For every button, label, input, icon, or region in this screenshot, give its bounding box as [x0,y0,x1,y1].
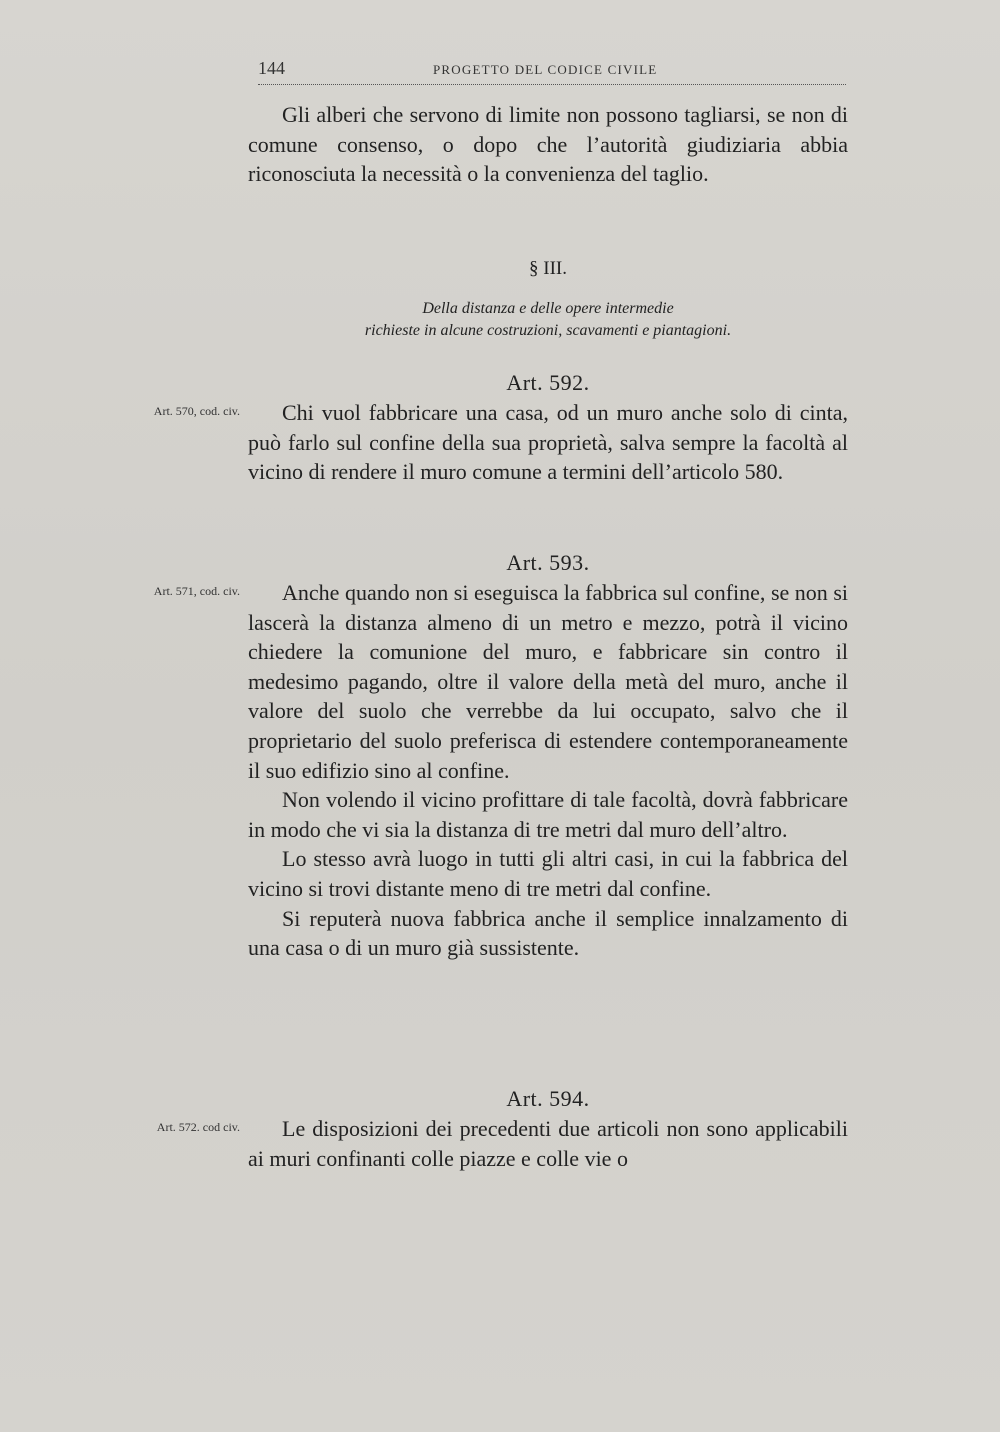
header-rule [258,84,846,85]
section-mark: § III. [529,258,567,279]
intro-paragraph: Gli alberi che servono di limite non possono tagliarsi, se non di comune consenso, o dopo che l’autorità giudiziaria abbia riconosciuta la necessità o la convenienza del taglio. [248,102,848,187]
intro-text [248,100,848,189]
article-593-paragraph-3: Lo stesso avrà luogo in tutti gli altri casi, in cui la fabbrica del vicino si trovi distante meno di tre metri dal confine. [248,846,848,901]
article-593-body [248,578,848,963]
article-592-paragraph-1: Chi vuol fabbricare una casa, od un muro anche solo di cinta, può farlo sul confine della sua proprietà, salva sempre la facoltà al vicino di rendere il muro comune a termini dell’articolo 580. [248,400,848,485]
section-title-line-2: richieste in alcune costruzioni, scavamenti e piantagioni. [364,322,732,339]
section-title [248,298,848,342]
page-number: 144 [258,58,285,78]
article-593-heading: Art. 593. [506,550,590,575]
page-header [258,58,846,86]
article-592-margin-note: Art. 570, cod. civ. [153,404,240,418]
section-title-line-1: Della distanza e delle opere intermedie [422,300,674,317]
article-593-margin-note: Art. 571, cod. civ. [153,584,240,598]
article-593-paragraph-1: Anche quando non si eseguisca la fabbrica sul confine, se non si lascerà la distanza almeno di un metro e mezzo, potrà il vicino chiedere la comunione del muro, e fabbricare sin contro il medesimo pagando, oltre il valore della metà del muro, anche il valore del suolo che verrebbe da lui occupato, salvo che il proprietario del suolo preferisca di estendere contemporaneamente il suo edifizio sino al confine. [248,580,848,783]
article-593-paragraph-2: Non volendo il vicino profittare di tale facoltà, dovrà fabbricare in modo che vi sia la distanza di tre metri dal muro dell’altro. [248,787,848,842]
article-593-paragraph-4: Si reputerà nuova fabbrica anche il semplice innalzamento di una casa o di un muro già sussistente. [248,905,848,961]
article-594-body [248,1114,848,1173]
article-594-paragraph-1: Le disposizioni dei precedenti due articoli non sono applicabili ai muri confinanti colle piazze e colle vie o [248,1116,848,1171]
article-594-margin-note: Art. 572. cod civ. [156,1120,240,1134]
article-594-heading: Art. 594. [506,1086,590,1111]
article-592-body [248,398,848,487]
running-head: PROGETTO DEL CODICE CIVILE [433,62,658,77]
article-592-heading: Art. 592. [506,370,590,395]
